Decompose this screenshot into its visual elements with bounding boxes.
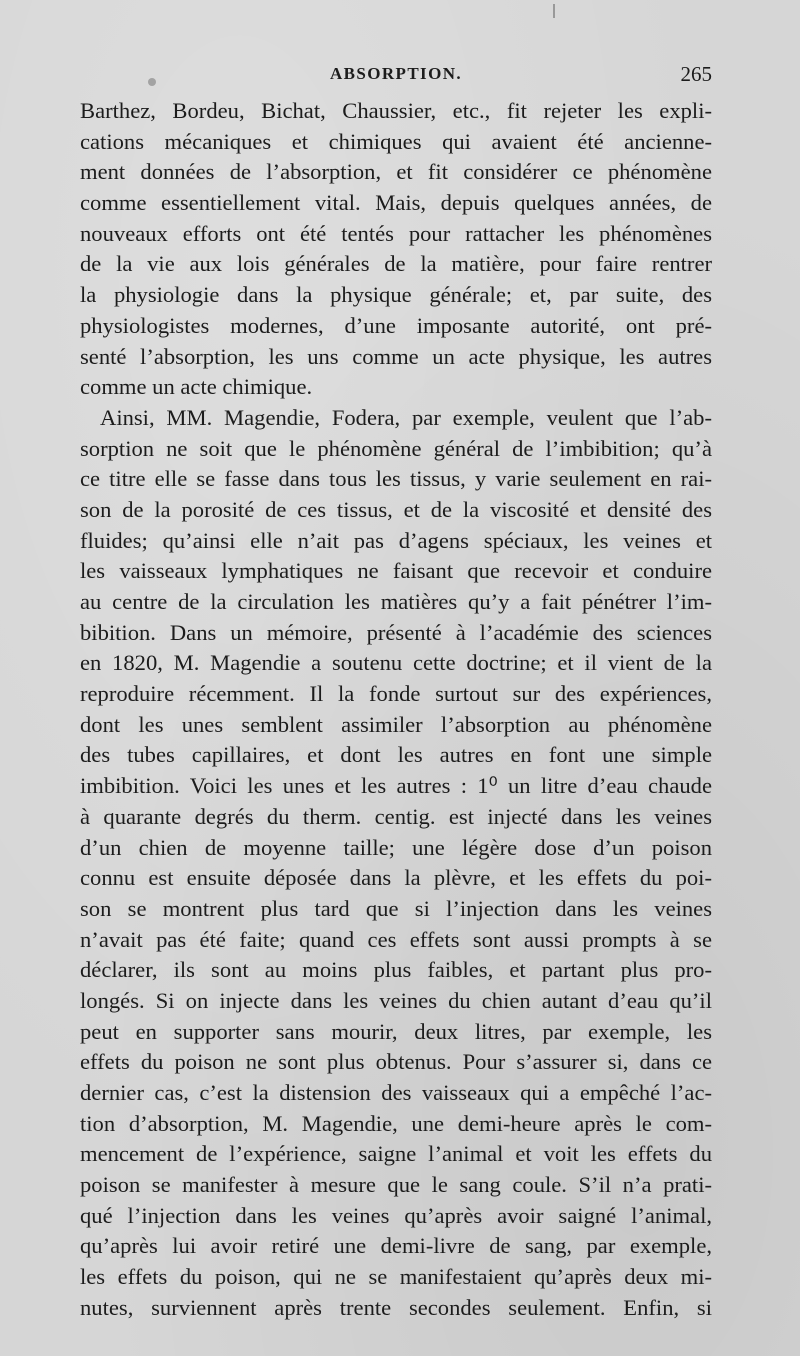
- text-line: Barthez, Bordeu, Bichat, Chaussier, etc., fit rejeter les expli-: [80, 98, 712, 123]
- text-line: senté l’absorption, les uns comme un acte physique, les autres: [80, 343, 712, 369]
- text-line: sorption ne soit que le phénomène général de l’imbibition; qu’à: [80, 435, 712, 461]
- running-title: ABSORPTION.: [329, 64, 463, 83]
- text-line: nutes, surviennent après trente secondes seulement. Enfin, si: [80, 1294, 712, 1320]
- page-number: 265: [680, 62, 712, 86]
- text-line: les vaisseaux lymphatiques ne faisant que recevoir et conduire: [80, 558, 712, 584]
- text-line: effets du poison ne sont plus obtenus. Pour s’assurer si, dans ce: [80, 1049, 712, 1075]
- text-line: comme essentiellement vital. Mais, depuis quelques années, de: [80, 190, 712, 216]
- text-line: d’un chien de moyenne taille; une légère dose d’un poison: [80, 834, 712, 860]
- running-head: [80, 60, 712, 92]
- text-line: Ainsi, MM. Magendie, Fodera, par exemple, veulent que l’ab-: [100, 404, 712, 430]
- text-line: peut en supporter sans mourir, deux litres, par exemple, les: [80, 1018, 712, 1044]
- text-line: physiologistes modernes, d’une imposante autorité, ont pré-: [80, 312, 712, 338]
- text-line: imbibition. Voici les unes et les autres : 1⁰ un litre d’eau chaude: [80, 773, 712, 799]
- text-line: dont les unes semblent assimiler l’absorption au phénomène: [80, 711, 712, 737]
- text-line: en 1820, M. Magendie a soutenu cette doctrine; et il vient de la: [80, 650, 712, 676]
- text-line: à quarante degrés du therm. centig. est injecté dans les veines: [80, 803, 712, 829]
- text-line: qu’après lui avoir retiré une demi-livre de sang, par exemple,: [80, 1233, 712, 1259]
- text-line: de la vie aux lois générales de la matière, pour faire rentrer: [80, 251, 712, 277]
- body-text: [80, 96, 712, 1324]
- text-line: son de la porosité de ces tissus, et de la viscosité et densité des: [80, 496, 712, 522]
- text-line: comme un acte chimique.: [80, 374, 313, 400]
- text-line: ce titre elle se fasse dans tous les tissus, y varie seulement en rai-: [80, 466, 712, 492]
- text-line: mencement de l’expérience, saigne l’animal et voit les effets du: [80, 1141, 712, 1167]
- text-line: cations mécaniques et chimiques qui avaient été ancienne-: [80, 128, 712, 154]
- text-line: bibition. Dans un mémoire, présenté à l’académie des sciences: [80, 619, 712, 645]
- text-line: ment données de l’absorption, et fit considérer ce phénomène: [80, 159, 712, 185]
- text-line: fluides; qu’ainsi elle n’ait pas d’agens spéciaux, les veines et: [80, 527, 712, 553]
- text-line: qué l’injection dans les veines qu’après avoir saigné l’animal,: [80, 1202, 712, 1228]
- text-line: n’avait pas été faite; quand ces effets sont aussi prompts à se: [80, 926, 712, 952]
- text-line: la physiologie dans la physique générale; et, par suite, des: [80, 282, 712, 308]
- text-line: poison se manifester à mesure que le sang coule. S’il n’a prati-: [80, 1172, 712, 1198]
- text-line: son se montrent plus tard que si l’injection dans les veines: [80, 895, 712, 921]
- text-line: déclarer, ils sont au moins plus faibles, et partant plus pro-: [80, 957, 712, 983]
- text-line: longés. Si on injecte dans les veines du chien autant d’eau qu’il: [80, 987, 712, 1013]
- text-line: connu est ensuite déposée dans la plèvre, et les effets du poi-: [80, 865, 712, 891]
- text-line: reproduire récemment. Il la fonde surtout sur des expériences,: [80, 681, 712, 707]
- text-line: nouveaux efforts ont été tentés pour rattacher les phénomènes: [80, 220, 712, 246]
- text-line: des tubes capillaires, et dont les autres en font une simple: [80, 742, 712, 768]
- text-line: au centre de la circulation les matières qu’y a fait pénétrer l’im-: [80, 589, 712, 614]
- text-line: les effets du poison, qui ne se manifestaient qu’après deux mi-: [80, 1264, 712, 1290]
- text-line: dernier cas, c’est la distension des vaisseaux qui a empêché l’ac-: [80, 1080, 712, 1105]
- text-line: tion d’absorption, M. Magendie, une demi-heure après le com-: [80, 1110, 712, 1136]
- paper-mark: [553, 4, 555, 18]
